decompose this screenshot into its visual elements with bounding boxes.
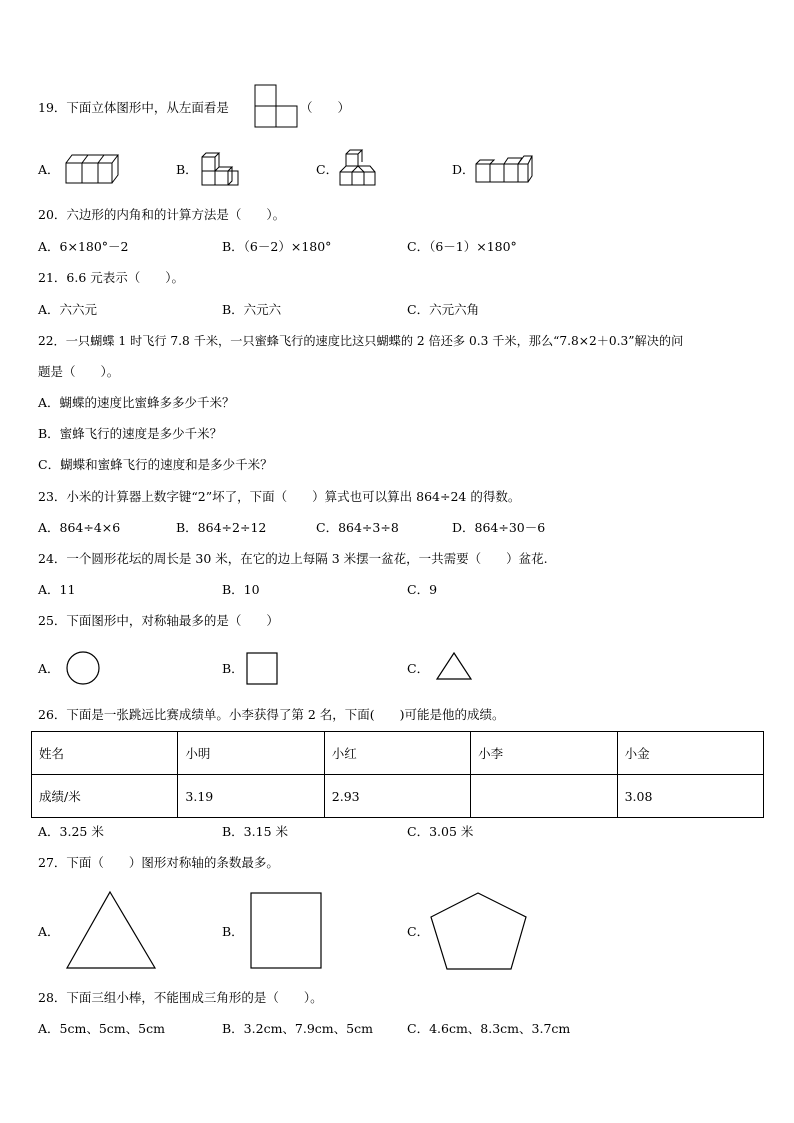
table-row: [32, 775, 764, 818]
q24-option-a[interactable]: A．11: [38, 582, 76, 597]
q19-option-b-cubes-figure: [200, 151, 242, 187]
q24-option-c[interactable]: C．9: [407, 582, 438, 597]
table-cell: 小金: [617, 732, 763, 775]
q19-stem: 19．下面立体图形中，从左面看是: [38, 100, 229, 115]
q19-option-d[interactable]: D．: [452, 162, 475, 177]
q25-option-c[interactable]: C．: [407, 661, 430, 676]
q19-option-b[interactable]: B．: [176, 162, 198, 177]
q22-option-a[interactable]: A．蝴蝶的速度比蜜蜂多多少千米？: [38, 395, 235, 410]
q19-option-c-cubes-figure: [338, 148, 380, 188]
q23-stem: 23．小米的计算器上数字键“2”坏了，下面（ ）算式也可以算出 864÷24 的得数。: [38, 489, 521, 504]
q26-option-a[interactable]: A．3.25 米: [38, 824, 104, 839]
table-cell: 成绩/米: [32, 775, 178, 818]
q23-option-b[interactable]: B．864÷2÷12: [176, 520, 267, 535]
table-cell: 姓名: [32, 732, 178, 775]
table-cell: 小李: [471, 732, 617, 775]
q23-option-a[interactable]: A．864÷4×6: [38, 520, 121, 535]
q22-option-b[interactable]: B．蜜蜂飞行的速度是多少千米？: [38, 426, 223, 441]
q19-option-a-cubes-figure: [64, 151, 118, 187]
q22-stem-line2: 题是（ ）。: [38, 364, 120, 379]
q27-option-a[interactable]: A．: [38, 924, 60, 939]
q23-option-d[interactable]: D．864÷30－6: [452, 520, 546, 535]
q20-option-c[interactable]: C．（6－1）×180°: [407, 239, 517, 254]
q20-option-a[interactable]: A．6×180°－2: [38, 239, 129, 254]
q25-option-c-triangle-figure: [436, 652, 474, 682]
table-cell: [471, 775, 617, 818]
score-table: [31, 731, 764, 818]
q21-option-a[interactable]: A．六六元: [38, 302, 98, 317]
q26-option-c[interactable]: C．3.05 米: [407, 824, 474, 839]
q27-option-a-triangle-figure: [66, 891, 158, 971]
q21-option-c[interactable]: C．六元六角: [407, 302, 480, 317]
q21-stem: 21．6.6 元表示（ ）。: [38, 270, 185, 285]
table-cell: 小红: [324, 732, 470, 775]
q27-option-c[interactable]: C．: [407, 924, 430, 939]
q19-option-d-cubes-figure: [474, 152, 534, 186]
table-header-row: [32, 732, 764, 775]
q27-option-b[interactable]: B．: [222, 924, 244, 939]
q19-answer-paren: （ ）: [300, 100, 351, 115]
q19-option-c[interactable]: C．: [316, 162, 339, 177]
q25-option-a-circle-figure: [66, 651, 102, 687]
q20-stem: 20．六边形的内角和的计算方法是（ ）。: [38, 207, 286, 222]
q24-stem: 24．一个圆形花坛的周长是 30 米，在它的边上每隔 3 米摆一盆花，一共需要（ ）盆花.: [38, 551, 548, 566]
q25-option-b[interactable]: B．: [222, 661, 244, 676]
q28-option-b[interactable]: B．3.2cm、7.9cm、5cm: [222, 1021, 373, 1036]
q19-left-view-figure: [254, 84, 300, 130]
table-cell: 小明: [178, 732, 324, 775]
q28-option-c[interactable]: C．4.6cm、8.3cm、3.7cm: [407, 1021, 571, 1036]
q27-option-c-pentagon-figure: [430, 892, 530, 972]
q28-stem: 28．下面三组小棒，不能围成三角形的是（ ）。: [38, 990, 323, 1005]
q24-option-b[interactable]: B．10: [222, 582, 260, 597]
q23-option-c[interactable]: C．864÷3÷8: [316, 520, 399, 535]
q20-option-b[interactable]: B．（6－2）×180°: [222, 239, 332, 254]
table-cell: 3.08: [617, 775, 763, 818]
table-cell: 2.93: [324, 775, 470, 818]
q19-option-a[interactable]: A．: [38, 162, 60, 177]
q25-stem: 25．下面图形中，对称轴最多的是（ ）: [38, 613, 279, 628]
q27-option-b-square-figure: [250, 892, 324, 970]
q21-option-b[interactable]: B．六元六: [222, 302, 282, 317]
q25-option-a[interactable]: A．: [38, 661, 60, 676]
q26-option-b[interactable]: B．3.15 米: [222, 824, 288, 839]
q26-stem: 26．下面是一张跳远比赛成绩单。小李获得了第 2 名，下面( )可能是他的成绩。: [38, 707, 505, 722]
table-cell: 3.19: [178, 775, 324, 818]
q25-option-b-square-figure: [246, 652, 280, 686]
q22-option-c[interactable]: C．蝴蝶和蜜蜂飞行的速度和是多少千米？: [38, 457, 273, 472]
q22-stem-line1: 22．一只蝴蝶 1 时飞行 7.8 千米，一只蜜蜂飞行的速度比这只蝴蝶的 2 倍还多 0.3 千米，那么“7.8×2＋0.3”解决的问: [38, 334, 684, 348]
q27-stem: 27．下面（ ）图形对称轴的条数最多。: [38, 855, 279, 870]
q28-option-a[interactable]: A．5cm、5cm、5cm: [38, 1021, 165, 1036]
